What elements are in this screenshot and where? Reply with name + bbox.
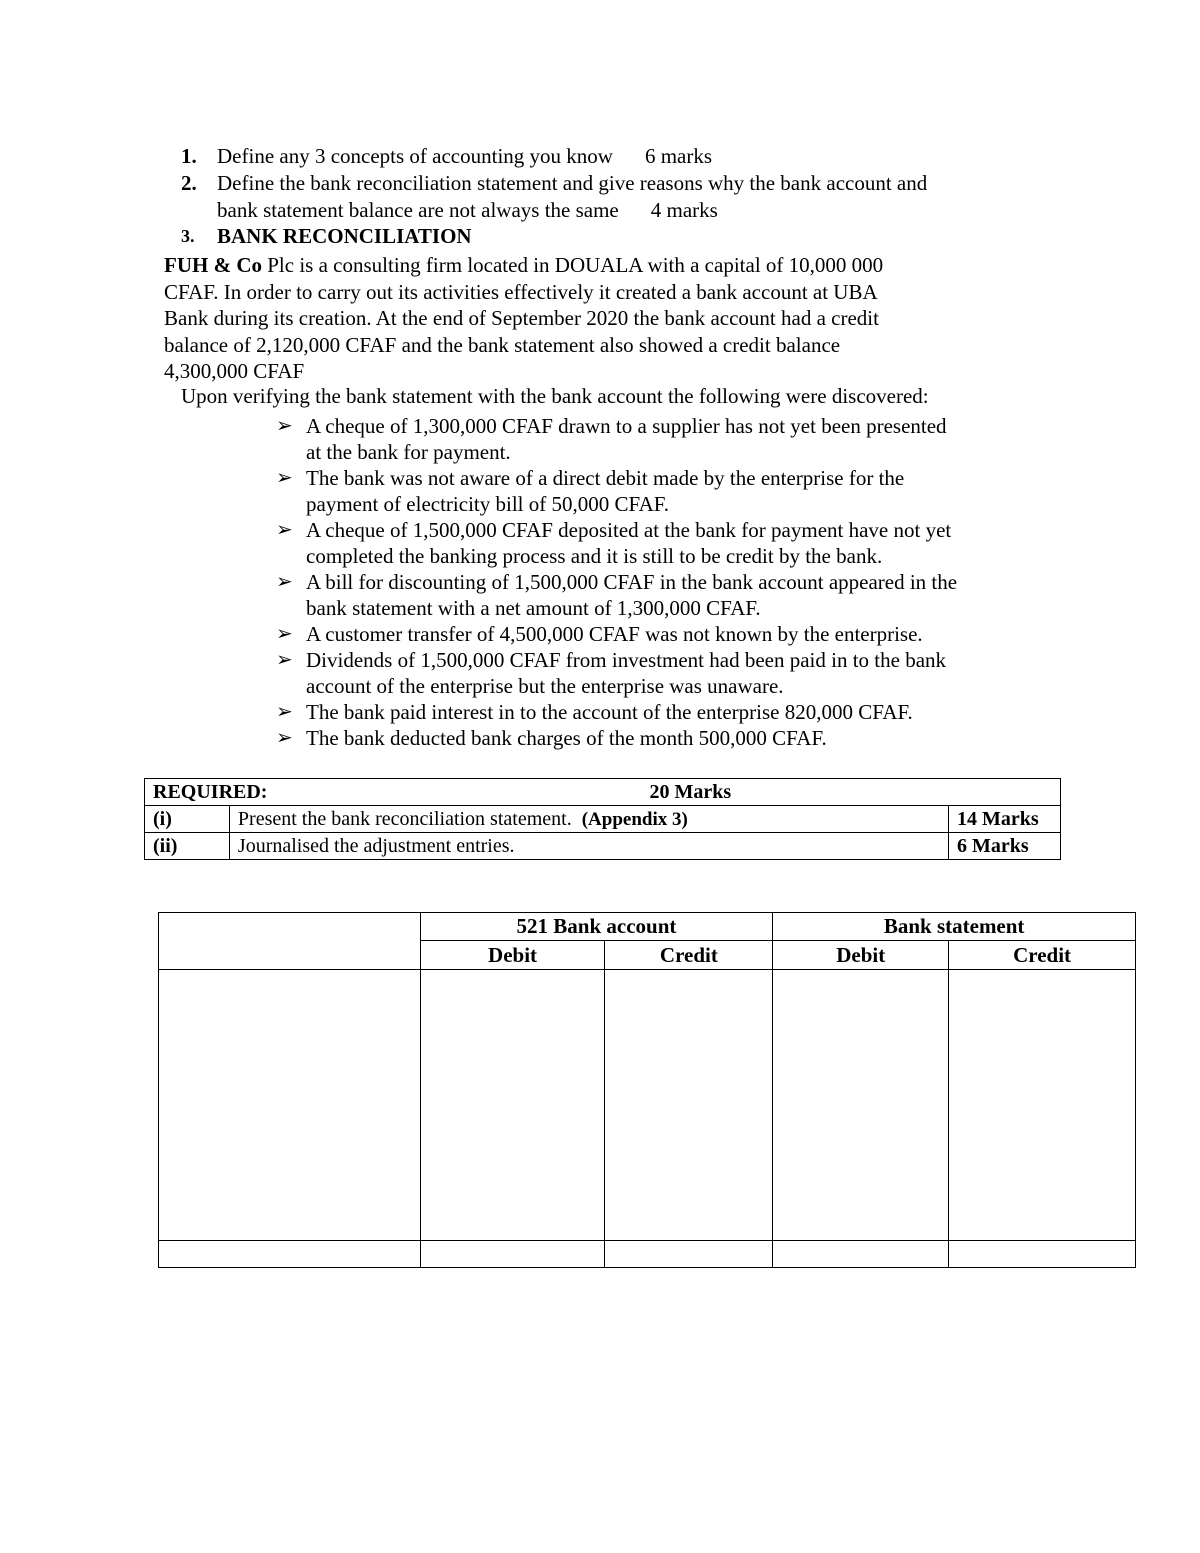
paragraph-line: Plc is a consulting firm located in DOUALA with a capital of 10,000 000 [262,253,884,277]
paragraph-line: Bank during its creation. At the end of September 2020 the bank account had a credit [164,306,879,330]
arrow-bullet-icon: ➢ [276,649,293,671]
row-text: Present the bank reconciliation statement. [237,807,572,830]
list-item: ➢ A cheque of 1,500,000 CFAF deposited at the bank for payment have not yet completed the banking process and it is still to be credit by the bank. [276,518,952,568]
bank-account-header: 521 Bank account [420,913,773,941]
row-number: (i) [145,806,230,833]
empty-cell [949,1241,1136,1268]
description-header [159,913,421,970]
list-item: ➢ The bank paid interest in to the account of the enterprise 820,000 CFAF. [276,700,913,724]
case-paragraph [164,252,1044,385]
question-marks: 6 marks [644,144,713,168]
empty-cell [605,1241,773,1268]
table-row [159,913,1136,941]
required-table [144,778,1061,860]
discoveries-list [276,413,1066,751]
paragraph-line: CFAF. In order to carry out its activities effectively it created a bank account at UBA [164,279,878,304]
company-name: FUH & Co [164,253,262,277]
credit-header: Credit [605,941,773,970]
arrow-bullet-icon: ➢ [276,415,293,437]
list-item: ➢ The bank deducted bank charges of the month 500,000 CFAF. [276,726,827,750]
debit-header: Debit [420,941,605,970]
row-text: Journalised the adjustment entries. [229,833,948,860]
empty-cell [773,970,949,1241]
empty-cell [420,970,605,1241]
credit-header: Credit [949,941,1136,970]
section-heading: BANK RECONCILIATION [217,224,472,248]
table-row [145,779,1061,806]
reconciliation-grid [158,912,1136,1268]
row-marks: 14 Marks [949,806,1061,833]
arrow-bullet-icon: ➢ [276,701,293,723]
arrow-bullet-icon: ➢ [276,727,293,749]
empty-cell [420,1241,605,1268]
bank-statement-header: Bank statement [773,913,1136,941]
intro-text: Upon verifying the bank statement with the bank account the following were discovered: [181,384,929,408]
list-item: ➢ A bill for discounting of 1,500,000 CFAF in the bank account appeared in the bank statement with a net amount of 1,300,000 CFAF. [276,570,958,620]
empty-cell [159,970,421,1241]
arrow-bullet-icon: ➢ [276,571,293,593]
question-text-cont: bank statement balance are not always the same [217,198,619,222]
table-row [145,806,1061,833]
debit-header: Debit [773,941,949,970]
question-marks: 4 marks [650,198,718,222]
empty-cell [159,1241,421,1268]
list-item: ➢ The bank was not aware of a direct debit made by the enterprise for the payment of electricity bill of 50,000 CFAF. [276,466,905,516]
row-number: (ii) [145,833,230,860]
table-row [145,833,1061,860]
question-number: 1. [181,144,197,168]
question-text: Define the bank reconciliation statement and give reasons why the bank account and [217,171,928,195]
table-row [159,1241,1136,1268]
arrow-bullet-icon: ➢ [276,467,293,489]
empty-cell [949,970,1136,1241]
list-item: ➢ A cheque of 1,300,000 CFAF drawn to a supplier has not yet been presented at the bank for payment. [276,414,947,464]
appendix-ref: (Appendix 3) [581,808,688,830]
empty-cell [773,1241,949,1268]
row-marks: 6 Marks [949,833,1061,860]
paragraph-line: 4,300,000 CFAF [164,359,305,383]
required-label: REQUIRED: [153,781,268,803]
question-text: Define any 3 concepts of accounting you know [217,144,613,168]
required-total: 20 Marks [649,781,732,803]
table-row [159,970,1136,1241]
question-number: 3. [181,226,195,246]
paragraph-line: balance of 2,120,000 CFAF and the bank statement also showed a credit balance [164,332,841,357]
list-item: ➢ A customer transfer of 4,500,000 CFAF was not known by the enterprise. [276,622,923,646]
empty-cell [605,970,773,1241]
arrow-bullet-icon: ➢ [276,519,293,541]
arrow-bullet-icon: ➢ [276,623,293,645]
list-item: ➢ Dividends of 1,500,000 CFAF from investment had been paid in to the bank account of the enterprise but the enterprise was unaware. [276,648,947,698]
question-number: 2. [181,171,197,195]
